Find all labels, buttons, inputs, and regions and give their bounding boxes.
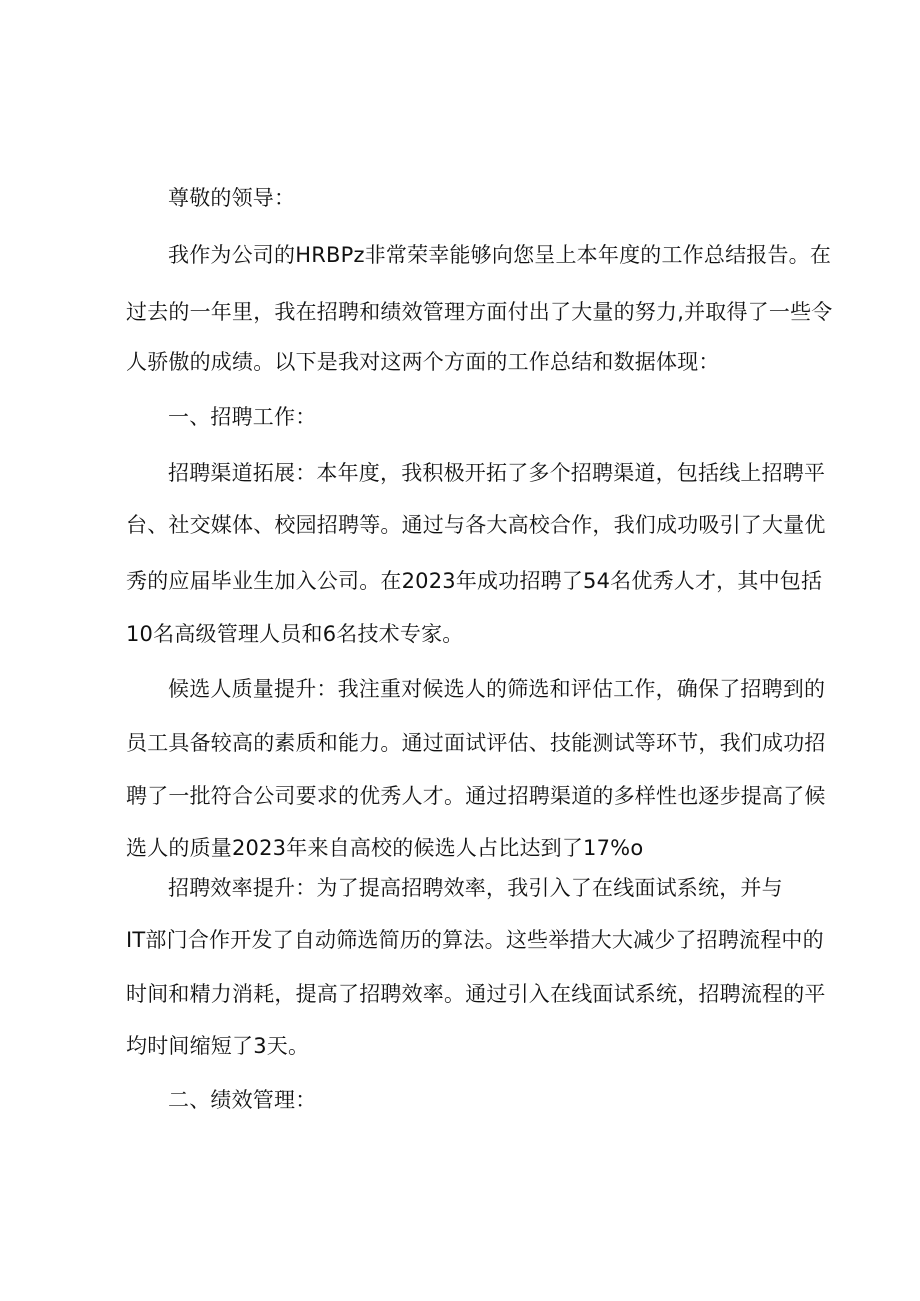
quality-line-4: 选人的质量2023年来自高校的候选人占比达到了17%o xyxy=(126,836,644,860)
quality-line-3: 聘了一批符合公司要求的优秀人才。通过招聘渠道的多样性也逐步提高了候 xyxy=(126,784,826,808)
intro-line-3: 人骄傲的成绩。以下是我对这两个方面的工作总结和数据体现： xyxy=(126,350,720,374)
intro-line-2: 过去的一年里，我在招聘和绩效管理方面付出了大量的努力,并取得了一些令 xyxy=(126,300,833,324)
quality-line-2: 员工具备较高的素质和能力。通过面试评估、技能测试等环节，我们成功招 xyxy=(126,731,826,755)
section-heading-recruiting: 一、招聘工作： xyxy=(168,405,317,429)
channels-line-1: 招聘渠道拓展：本年度，我积极开拓了多个招聘渠道，包括线上招聘平 xyxy=(168,461,826,485)
efficiency-line-3: 时间和精力消耗，提高了招聘效率。通过引入在线面试系统，招聘流程的平 xyxy=(126,982,826,1006)
efficiency-line-4: 均时间缩短了3天。 xyxy=(126,1034,310,1058)
channels-line-3: 秀的应届毕业生加入公司。在2023年成功招聘了54名优秀人才，其中包括 xyxy=(126,569,823,593)
intro-line-1: 我作为公司的HRBPz非常荣幸能够向您呈上本年度的工作总结报告。在 xyxy=(168,243,832,267)
efficiency-line-2: IT部门合作开发了自动筛选简历的算法。这些举措大大减少了招聘流程中的 xyxy=(126,928,824,952)
greeting: 尊敬的领导： xyxy=(168,186,296,210)
channels-line-2: 台、社交媒体、校园招聘等。通过与各大高校合作，我们成功吸引了大量优 xyxy=(126,513,826,537)
section-heading-performance: 二、绩效管理： xyxy=(168,1088,317,1112)
efficiency-line-1: 招聘效率提升：为了提高招聘效率，我引入了在线面试系统，并与 xyxy=(168,876,783,900)
channels-line-4: 10名高级管理人员和6名技术专家。 xyxy=(126,622,464,646)
quality-line-1: 候选人质量提升：我注重对候选人的筛选和评估工作，确保了招聘到的 xyxy=(168,677,826,701)
